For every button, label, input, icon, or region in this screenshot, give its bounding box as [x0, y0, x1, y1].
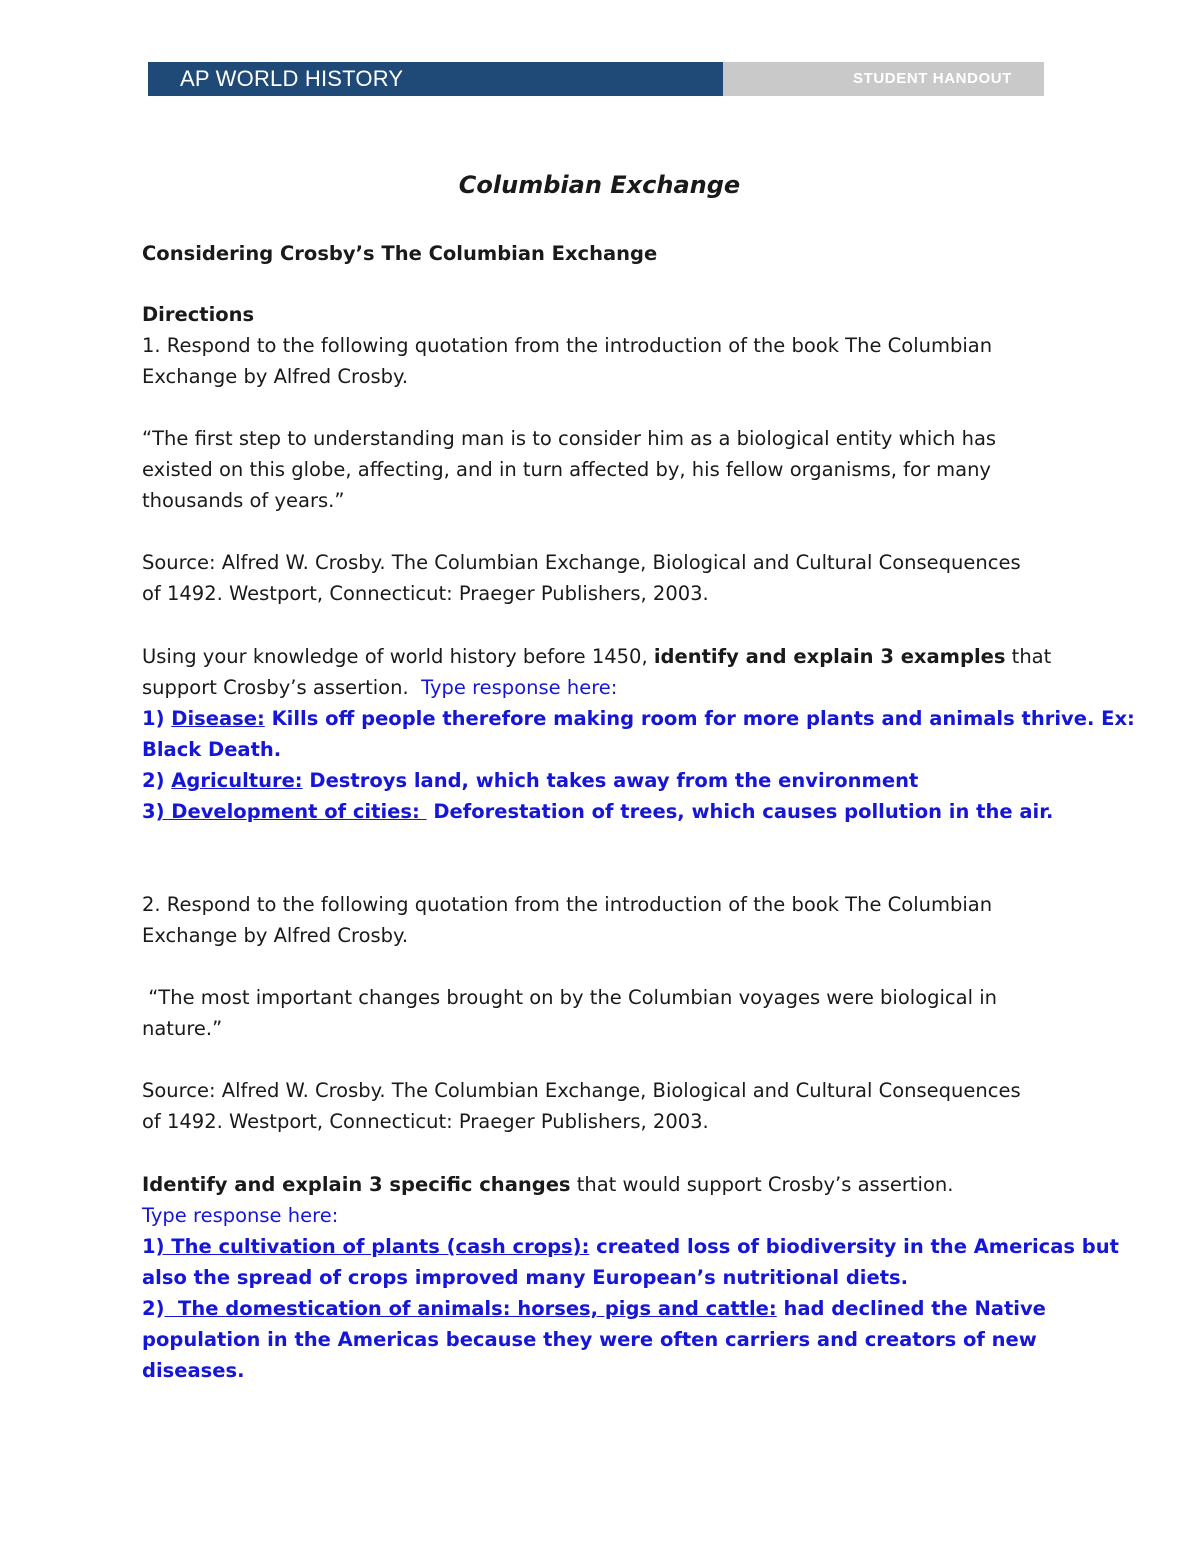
q1-answer-1-text: Kills off people therefore making room for more plants and animals thrive. Ex:	[264, 707, 1135, 730]
q1-instruction-line1: 1. Respond to the following quotation from the introduction of the book The Columbian	[142, 334, 993, 357]
q2-prompt-tail: that would support Crosby’s assertion.	[570, 1173, 954, 1196]
q1-answer-2-text: Destroys land, which takes away from the environment	[302, 769, 919, 792]
q1-quote-line1: “The first step to understanding man is to consider him as a biological entity which has	[142, 427, 997, 450]
q2-source-line2: of 1492. Westport, Connecticut: Praeger Publishers, 2003.	[142, 1110, 709, 1133]
q2-answer-2-cont[interactable]: population in the Americas because they were often carriers and creators of new	[142, 1328, 1037, 1351]
q1-answer-3-term: ) Development of cities:	[155, 800, 427, 823]
course-title: AP WORLD HISTORY	[180, 66, 404, 91]
q1-prompt-line1	[142, 641, 1051, 672]
handout-header	[148, 62, 1044, 96]
q1-answer-1-number: 1)	[142, 707, 172, 730]
q1-answer-1-cont[interactable]: Black Death.	[142, 738, 282, 761]
q1-prompt-line2	[142, 672, 617, 703]
q1-prompt-line2-text: support Crosby’s assertion.	[142, 676, 422, 699]
q1-answer-2-number: 2)	[142, 769, 172, 792]
q1-source-line2: of 1492. Westport, Connecticut: Praeger Publishers, 2003.	[142, 582, 709, 605]
page-title: Columbian Exchange	[458, 171, 741, 199]
handout-banner	[723, 62, 1044, 96]
q2-answer-1[interactable]	[142, 1231, 1119, 1262]
q1-prompt-tail: that	[1005, 645, 1052, 668]
q1-quote-line2: existed on this globe, affecting, and in turn affected by, his fellow organisms, for many	[142, 458, 991, 481]
q2-answer-2-text: had declined the Native	[776, 1297, 1046, 1320]
q1-answer-1-term: Disease:	[171, 707, 265, 730]
q2-answer-1-term: ) The cultivation of plants (cash crops):	[155, 1235, 590, 1258]
q1-answer-3-number: 3	[142, 800, 156, 823]
q2-answer-1-cont[interactable]: also the spread of crops improved many European’s nutritional diets.	[142, 1266, 909, 1289]
q1-answer-2-term: Agriculture:	[171, 769, 303, 792]
directions-heading: Directions	[142, 303, 255, 326]
q2-answer-2[interactable]	[142, 1293, 1046, 1324]
q1-answer-2[interactable]	[142, 765, 918, 796]
q2-answer-2-number: 2)	[142, 1297, 165, 1320]
q1-type-response-label: Type response here:	[421, 676, 618, 699]
q2-type-response-label: Type response here:	[142, 1204, 339, 1227]
q1-answer-3-text: Deforestation of trees, which causes pollution in the air.	[426, 800, 1054, 823]
q1-answer-1[interactable]	[142, 703, 1135, 734]
q2-instruction-line2: Exchange by Alfred Crosby.	[142, 924, 409, 947]
q2-source-line1: Source: Alfred W. Crosby. The Columbian Exchange, Biological and Cultural Consequences	[142, 1079, 1021, 1102]
handout-label: STUDENT HANDOUT	[853, 70, 1012, 87]
q2-answer-1-text: created loss of biodiversity in the Americas but	[589, 1235, 1119, 1258]
q2-answer-2-cont2[interactable]: diseases.	[142, 1359, 245, 1382]
q2-quote-line1: “The most important changes brought on by the Columbian voyages were biological in	[142, 986, 997, 1009]
q1-answer-3[interactable]	[142, 796, 1053, 827]
document-subtitle: Considering Crosby’s The Columbian Exchange	[142, 242, 658, 265]
q1-prompt-emphasis: identify and explain 3 examples	[653, 645, 1006, 668]
q1-instruction-line2: Exchange by Alfred Crosby.	[142, 365, 409, 388]
q2-answer-1-number: 1	[142, 1235, 156, 1258]
q2-prompt-line1	[142, 1169, 953, 1200]
q1-quote-line3: thousands of years.”	[142, 489, 345, 512]
q2-answer-2-term: The domestication of animals: horses, pigs and cattle:	[164, 1297, 777, 1320]
course-banner	[148, 62, 723, 96]
q2-quote-line2: nature.”	[142, 1017, 223, 1040]
q2-prompt-emphasis: Identify and explain 3 specific changes	[142, 1173, 571, 1196]
q1-source-line1: Source: Alfred W. Crosby. The Columbian Exchange, Biological and Cultural Consequences	[142, 551, 1021, 574]
q2-instruction-line1: 2. Respond to the following quotation from the introduction of the book The Columbian	[142, 893, 993, 916]
q1-prompt-text: Using your knowledge of world history before 1450,	[142, 645, 654, 668]
